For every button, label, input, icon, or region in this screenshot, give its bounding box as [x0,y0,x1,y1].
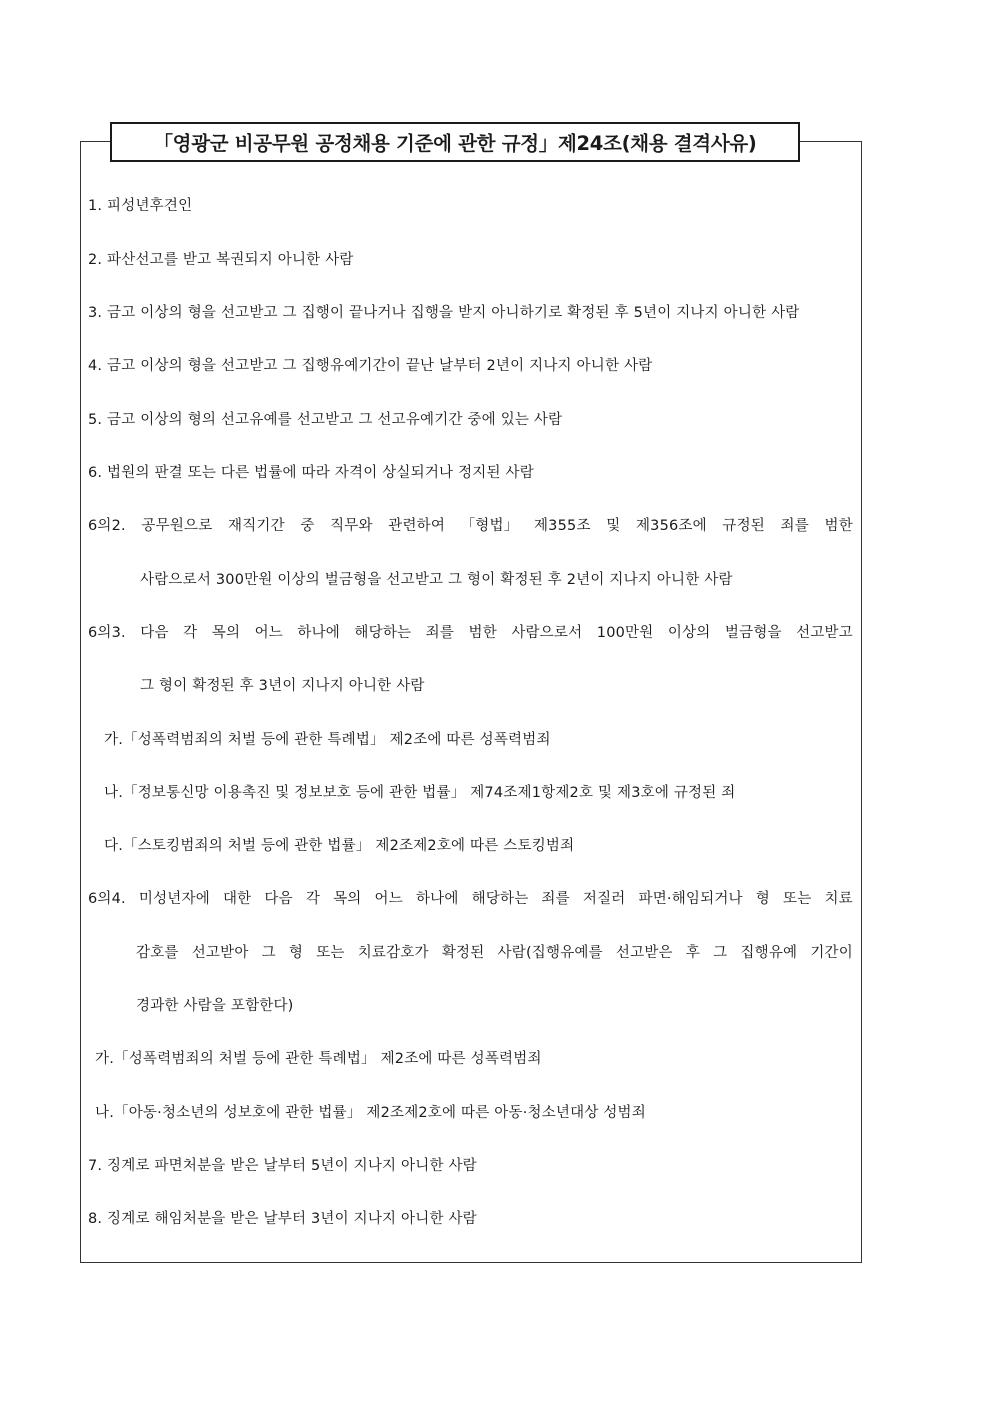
word: 규정된 [722,518,766,534]
word: 관련하여 [388,518,446,534]
word: 제356조에 [635,518,707,534]
word: 대한 [222,891,252,907]
word: 중 [300,518,315,534]
list-item-continuation: 그 형이 확정된 후 3년이 지나지 아니한 사람 [140,678,425,694]
word: 파면·해임되거나 [638,891,743,907]
word: 공무원으로 [141,518,213,534]
list-item: 1. 피성년후견인 [88,198,193,214]
word: 목의 [333,891,362,907]
word: 다음 [140,625,169,641]
word: 6의2. [88,518,126,534]
word: 6의4. [88,891,126,907]
word: 해당하는 [471,891,529,907]
list-item-justified [136,944,853,962]
word: 범한 [824,518,853,534]
list-item-continuation: 사람으로서 300만원 이상의 벌금형을 선고받고 그 형이 확정된 후 2년이 지나지 아니한 사람 [140,572,733,588]
word: 목의 [211,625,241,641]
word: 하나에 [415,891,459,907]
word: 선고받아 [191,945,249,961]
word: 재직기간 [227,518,285,534]
word: 죄를 [780,518,809,534]
word: 제355조 [533,518,591,534]
word: 저질러 [582,891,626,907]
word: 또는 [316,945,345,961]
list-item-justified [88,624,853,642]
word: 또는 [783,891,812,907]
word: 형 [755,891,770,907]
word: 치료감호가 [357,945,429,961]
list-item-justified [88,517,853,535]
list-item: 4. 금고 이상의 형을 선고받고 그 집행유예기간이 끝난 날부터 2년이 지나지 아니한 사람 [88,358,653,374]
word: 확정된 [441,945,485,961]
word: 각 [305,891,321,907]
word: 후 [685,945,701,961]
page-title: 「영광군 비공무원 공정채용 기준에 관한 규정」제24조(채용 결격사유) [110,122,800,162]
word: 사람으로서 [511,625,583,641]
word: 선고받은 [615,945,673,961]
sub-item: 다.「스토킹범죄의 처벌 등에 관한 법률」 제2조제2호에 따른 스토킹범죄 [104,838,575,854]
word: 직무와 [330,518,373,534]
sub-item: 나.「정보통신망 이용촉진 및 정보보호 등에 관한 법률」 제74조제1항제2호 및 제3호에 규정된 죄 [104,785,736,801]
word: 선고받고 [796,625,853,641]
list-item-continuation: 경과한 사람을 포함한다) [136,998,294,1014]
list-item: 5. 금고 이상의 형의 선고유예를 선고받고 그 선고유예기간 중에 있는 사람 [88,412,563,428]
word: 형 [288,945,304,961]
word: 6의3. [88,625,126,641]
sub-item: 가.「성폭력범죄의 처벌 등에 관한 특례법」 제2조에 따른 성폭력범죄 [95,1051,542,1067]
list-item: 8. 징계로 해임처분을 받은 날부터 3년이 지나지 아니한 사람 [88,1211,477,1227]
list-item: 2. 파산선고를 받고 복권되지 아니한 사람 [88,252,354,268]
word: 하나에 [297,625,341,641]
word: 다음 [264,891,293,907]
word: 감호를 [136,945,179,961]
word: 죄를 [541,891,570,907]
list-item: 7. 징계로 파면처분을 받은 날부터 5년이 지나지 아니한 사람 [88,1158,477,1174]
list-item-justified [88,890,853,908]
word: 치료 [824,891,853,907]
word: 범한 [468,625,497,641]
list-item: 3. 금고 이상의 형을 선고받고 그 집행이 끝나거나 집행을 받지 아니하기로 확정된 후 5년이 지나지 아니한 사람 [88,305,800,321]
word: 각 [183,625,198,641]
word: 및 [606,518,621,534]
word: 집행유예 [740,945,798,961]
sub-item: 가.「성폭력범죄의 처벌 등에 관한 특례법」 제2조에 따른 성폭력범죄 [104,732,551,748]
sub-item: 나.「아동·청소년의 성보호에 관한 법률」 제2조제2호에 따른 아동·청소년대상 성범죄 [95,1105,646,1121]
word: 그 [261,945,276,961]
word: 죄를 [425,625,455,641]
word: 사람(집행유예를 [497,945,603,961]
word: 벌금형을 [724,625,782,641]
word: 어느 [374,891,403,907]
word: 이상의 [667,625,711,641]
word: 기간이 [810,945,853,961]
word: 100만원 [596,625,654,641]
word: 해당하는 [354,625,412,641]
word: 어느 [254,625,283,641]
word: 「형법」 [460,518,519,534]
list-item: 6. 법원의 판결 또는 다른 법률에 따라 자격이 상실되거나 정지된 사람 [88,465,534,481]
word: 미성년자에 [138,891,210,907]
word: 그 [713,945,728,961]
